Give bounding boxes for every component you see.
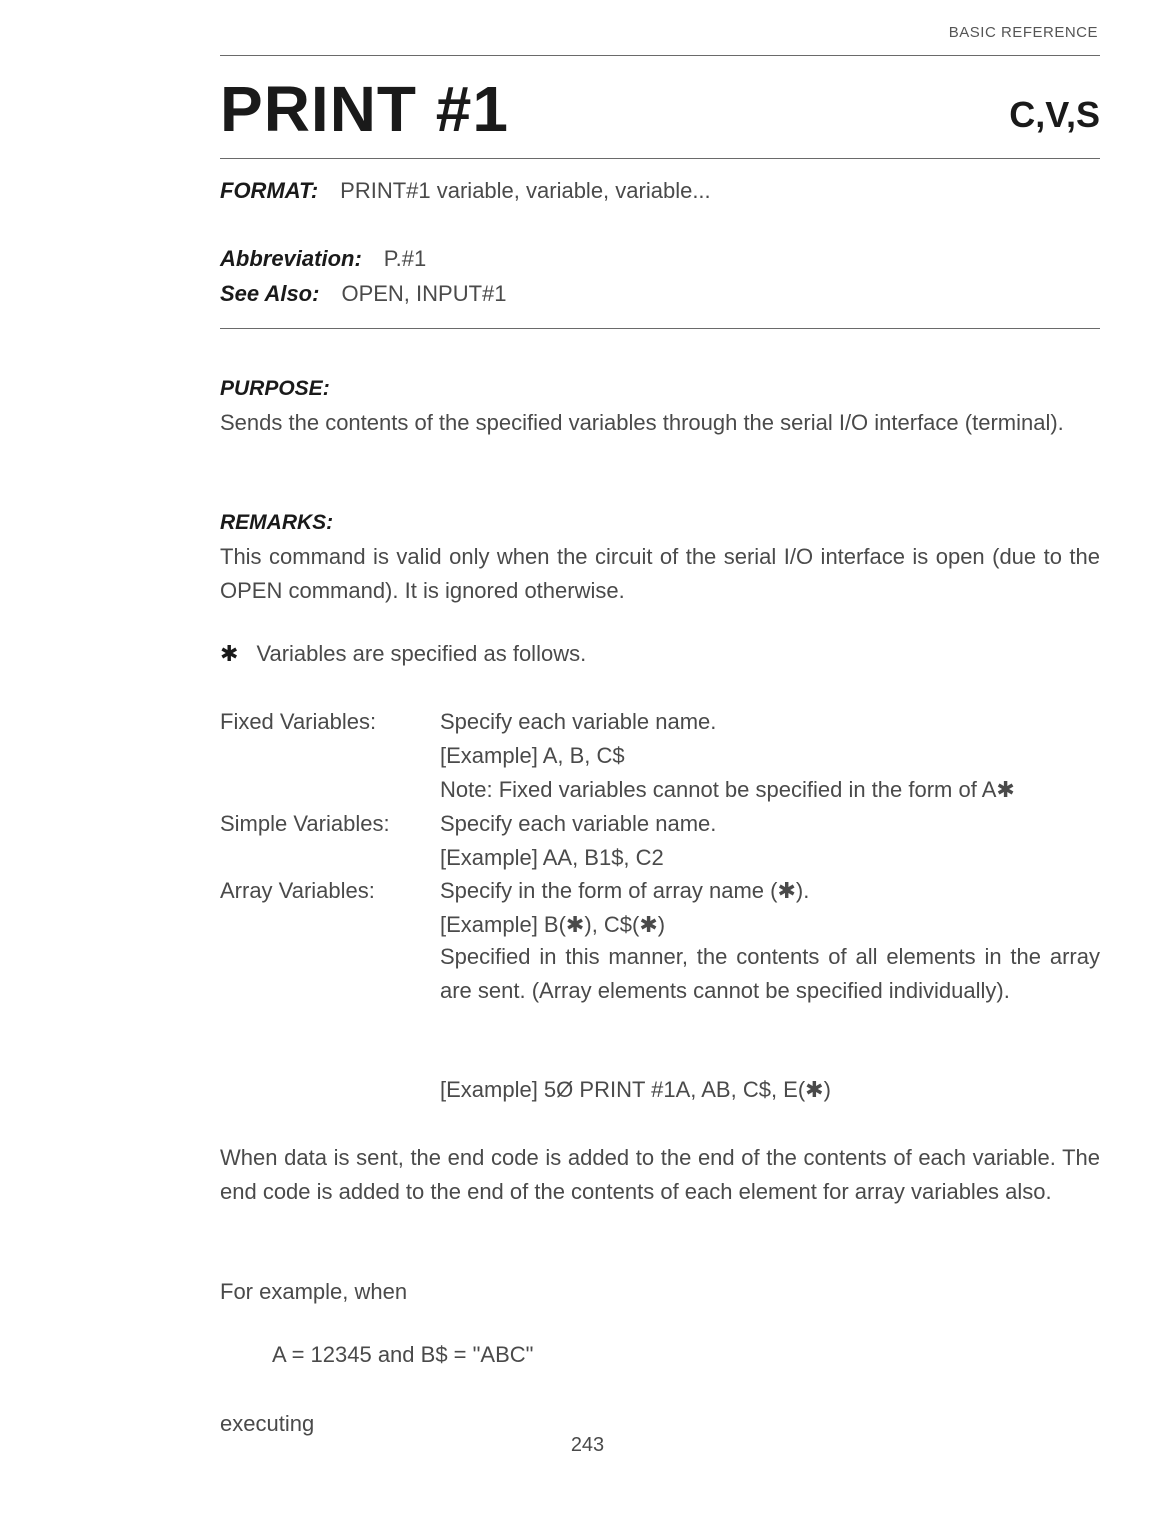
simple-variables-example: [Example] AA, B1$, C2	[440, 845, 664, 870]
array-variables-example: [Example] B(✱), C$(✱)	[440, 912, 666, 937]
mode-badge: C,V,S	[1009, 94, 1100, 135]
fixed-variables-label: Fixed Variables:	[220, 709, 377, 734]
abbreviation-value: P.#1	[383, 246, 427, 271]
array-variables-desc: Specify in the form of array name (✱).	[440, 878, 810, 903]
see-also-value: OPEN, INPUT#1	[341, 281, 507, 306]
page-title: PRINT #1	[220, 73, 509, 145]
for-example-text: For example, when	[220, 1279, 408, 1304]
summary-rule	[220, 328, 1100, 329]
running-head: BASIC REFERENCE	[948, 24, 1098, 41]
fixed-variables-desc: Specify each variable name.	[440, 709, 717, 734]
asterisk-icon: ✱	[220, 641, 239, 666]
see-also-line	[220, 281, 507, 307]
purpose-text: Sends the contents of the specified variables through the serial I/O interface (terminal).	[220, 410, 1064, 435]
fixed-variables-example: [Example] A, B, C$	[440, 743, 625, 768]
end-code-text: When data is sent, the end code is added to the end of the contents of each variable. The end code is added to the end of the contents of each element for array variables also.	[220, 1145, 1100, 1204]
page-number: 243	[570, 1434, 605, 1456]
abbreviation-line	[220, 246, 426, 272]
remarks-text: This command is valid only when the circuit of the serial I/O interface is open (due to the OPEN command). It is ignored otherwise.	[220, 544, 1100, 603]
formula-line: A = 12345 and B$ = "ABC"	[272, 1342, 534, 1367]
format-label: FORMAT:	[220, 178, 319, 203]
fixed-variables-note: Note: Fixed variables cannot be specified in the form of A✱	[440, 777, 1015, 802]
example-line: [Example] 5Ø PRINT #1A, AB, C$, E(✱)	[440, 1077, 831, 1102]
variables-note	[220, 641, 586, 667]
remarks-heading: REMARKS:	[220, 511, 334, 534]
header-rule	[220, 55, 1100, 56]
abbreviation-label: Abbreviation:	[220, 246, 362, 271]
array-variables-label: Array Variables:	[220, 878, 375, 903]
variables-note-text: Variables are specified as follows.	[256, 641, 587, 666]
simple-variables-label: Simple Variables:	[220, 811, 390, 836]
simple-variables-desc: Specify each variable name.	[440, 811, 717, 836]
array-variables-paragraph: Specified in this manner, the contents of all elements in the array are sent. (Array elements cannot be specified individually).	[440, 944, 1100, 1003]
executing-text: executing	[220, 1411, 315, 1436]
format-value: PRINT#1 variable, variable, variable...	[340, 178, 711, 203]
title-rule	[220, 158, 1100, 159]
purpose-heading: PURPOSE:	[220, 377, 330, 400]
format-line	[220, 178, 711, 204]
see-also-label: See Also:	[220, 281, 320, 306]
